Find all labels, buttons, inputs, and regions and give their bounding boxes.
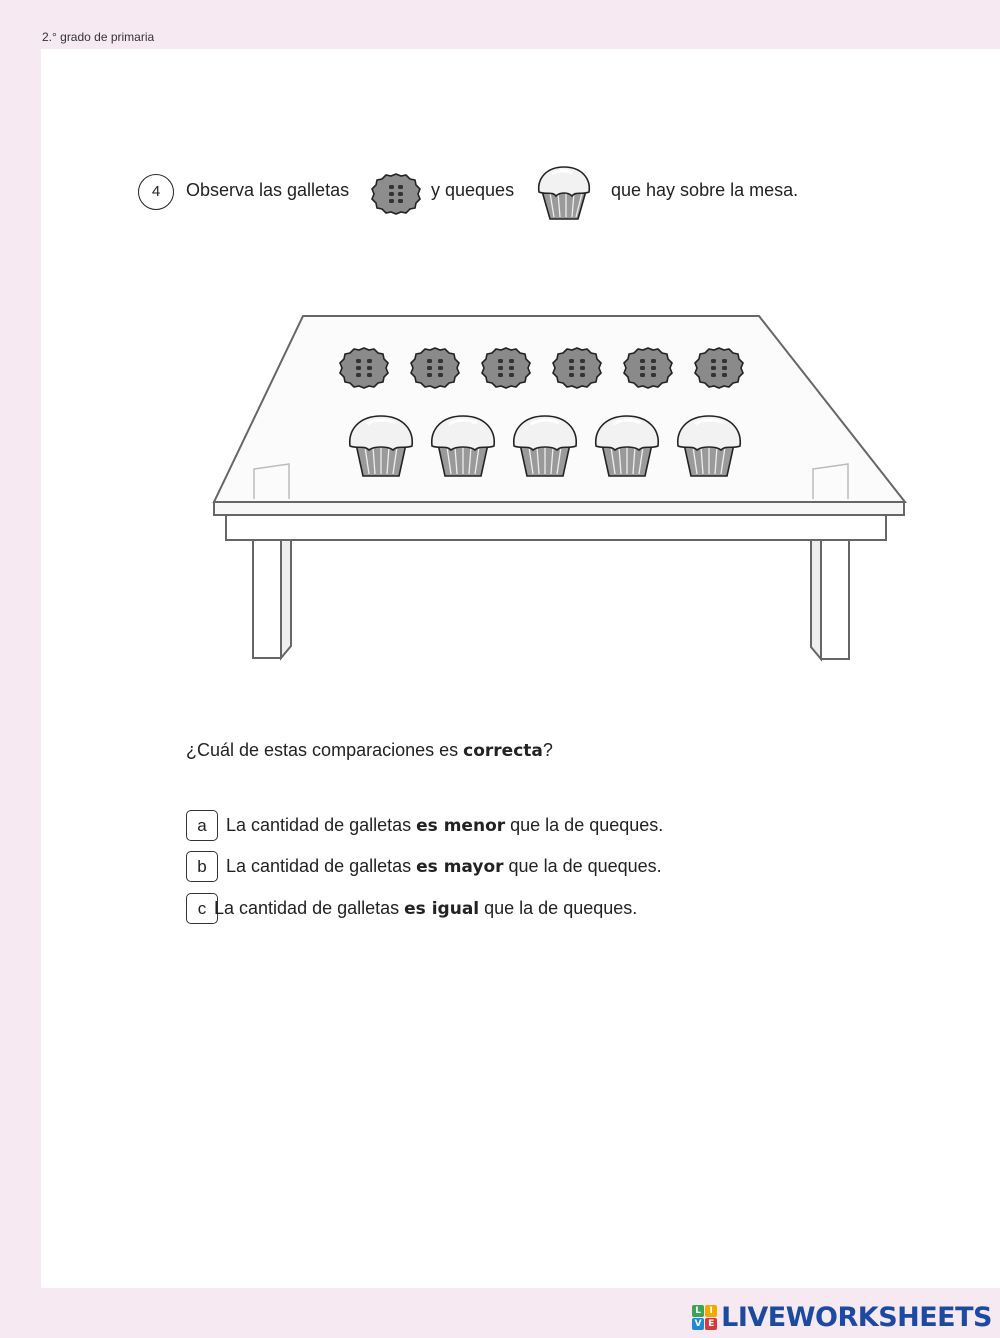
question-number: 4 (138, 174, 174, 210)
question-intro-part1: Observa las galletas (186, 180, 350, 200)
cookie-icon (624, 348, 672, 388)
prompt-end: ? (542, 740, 553, 760)
question-intro-part3: que hay sobre la mesa. (611, 180, 799, 200)
table-illustration (211, 314, 911, 669)
option-c-box[interactable]: c (186, 893, 218, 924)
logo-mark-icon: L I V E (692, 1305, 717, 1330)
question-header (138, 171, 898, 227)
prompt-text: ¿Cuál de estas comparaciones es (186, 740, 464, 760)
option-b-text: La cantidad de galletas es mayor que la de queques. (226, 856, 662, 877)
cookie-icon (411, 348, 459, 388)
question-intro-part2: y queques (431, 180, 515, 200)
option-b[interactable] (186, 851, 706, 883)
cookie-icon (340, 348, 388, 388)
option-a[interactable] (186, 810, 706, 842)
liveworksheets-logo[interactable] (692, 1300, 992, 1334)
option-a-text: La cantidad de galletas es menor que la de queques. (226, 815, 664, 836)
cookie-icon (553, 348, 601, 388)
option-b-box[interactable]: b (186, 851, 218, 882)
option-a-box[interactable]: a (186, 810, 218, 841)
prompt-bold: correcta (463, 741, 543, 761)
question-prompt (186, 740, 553, 761)
cookie-icon (695, 348, 743, 388)
cookie-icon (370, 171, 422, 222)
cookie-icon (482, 348, 530, 388)
header-grade: 2.° grado de primaria (42, 30, 155, 44)
logo-brand-text: LIVEWORKSHEETS (721, 1301, 992, 1333)
worksheet-page (41, 49, 1000, 1288)
muffin-icon (532, 159, 596, 228)
option-c[interactable] (186, 893, 666, 925)
option-c-text: La cantidad de galletas es igual que la de queques. (214, 898, 638, 919)
